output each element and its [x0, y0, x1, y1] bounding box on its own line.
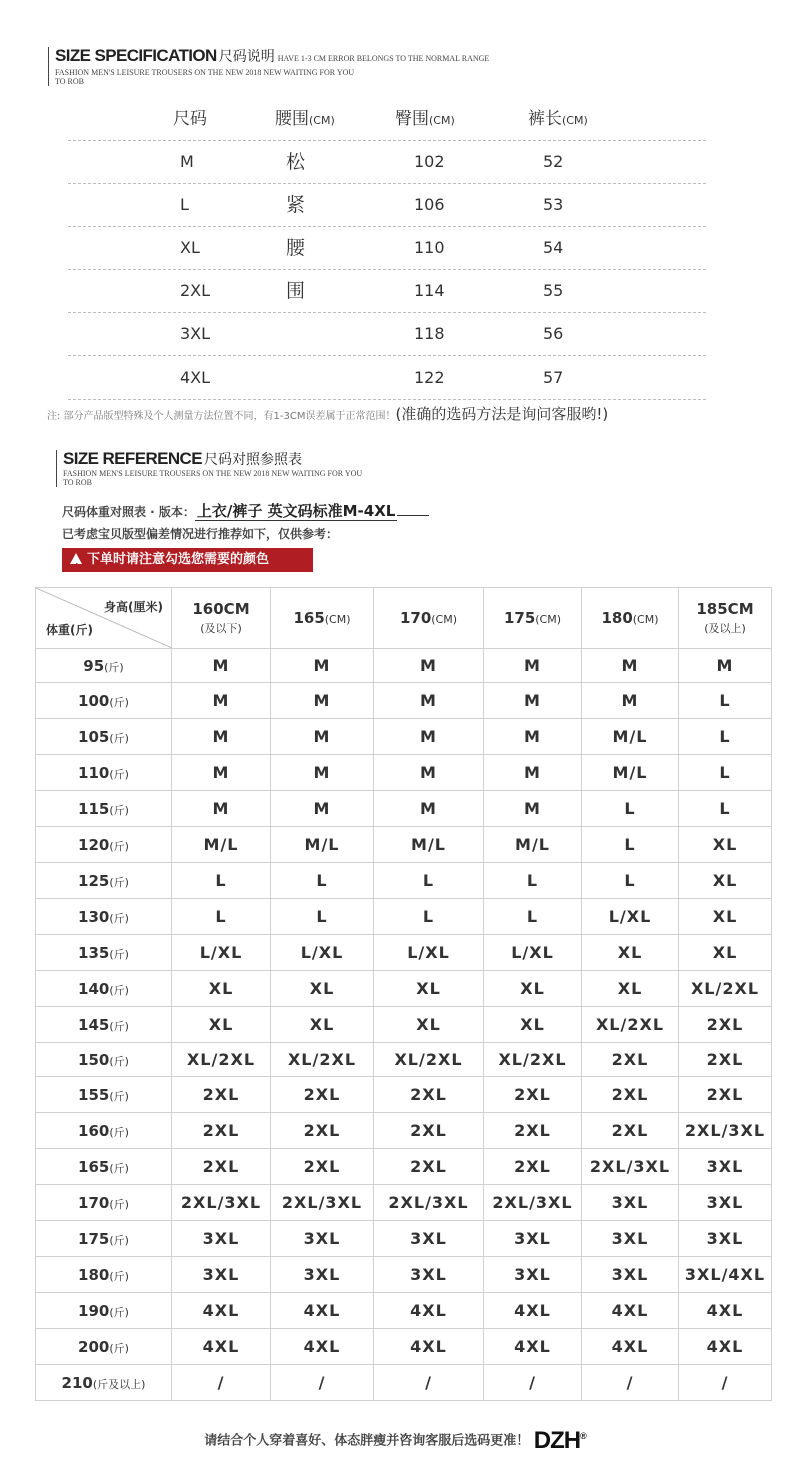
spec-row [68, 357, 706, 400]
size-cell: XL [271, 971, 374, 1007]
size-cell: 2XL [484, 1077, 582, 1113]
size-cell: M [374, 683, 484, 719]
weight-unit: (斤) [104, 660, 124, 674]
spec-cell: XL [180, 238, 200, 257]
size-row [36, 1149, 772, 1185]
spec-header-label: 尺码 [173, 109, 207, 129]
size-cell: 4XL [374, 1293, 484, 1329]
size-cell: L [679, 719, 772, 755]
weight-value: 120 [78, 835, 110, 854]
spec-cell: 55 [543, 281, 564, 300]
height-unit: (CM) [431, 613, 458, 626]
size-row [36, 791, 772, 827]
size-cell: M [374, 719, 484, 755]
ref-section-header [56, 450, 363, 487]
size-cell: 3XL [374, 1221, 484, 1257]
size-cell: XL [374, 971, 484, 1007]
size-cell: XL [484, 971, 582, 1007]
size-cell: M [374, 791, 484, 827]
spec-cell: 52 [543, 152, 564, 171]
weight-row-header [36, 683, 172, 719]
size-cell: M/L [172, 827, 271, 863]
size-row [36, 1293, 772, 1329]
size-cell: / [679, 1365, 772, 1401]
size-cell: M [679, 649, 772, 683]
size-cell: 4XL [484, 1293, 582, 1329]
size-cell: L/XL [172, 935, 271, 971]
size-row [36, 755, 772, 791]
weight-unit: (斤及以上) [92, 1377, 146, 1391]
spec-note [47, 403, 608, 424]
size-cell: M [484, 755, 582, 791]
weight-row-header [36, 1185, 172, 1221]
size-cell: 2XL [271, 1077, 374, 1113]
weight-value: 190 [78, 1301, 110, 1320]
size-cell: L [582, 827, 679, 863]
spec-cell: 56 [543, 324, 564, 343]
weight-unit: (斤) [109, 839, 129, 853]
size-cell: L [374, 899, 484, 935]
weight-value: 95 [83, 656, 105, 675]
size-cell: M [484, 719, 582, 755]
size-row [36, 1257, 772, 1293]
size-cell: XL [679, 899, 772, 935]
size-cell: L [271, 899, 374, 935]
size-cell: XL/2XL [679, 971, 772, 1007]
size-cell: XL [679, 863, 772, 899]
spec-header-label: 腰围 [275, 109, 309, 129]
weight-row-header [36, 719, 172, 755]
spec-cell: 松 [286, 151, 306, 173]
size-row [36, 935, 772, 971]
size-row [36, 1113, 772, 1149]
weight-value: 130 [78, 907, 110, 926]
spec-cell: 围 [286, 280, 306, 302]
weight-unit: (斤) [109, 875, 129, 889]
spec-header-label: 臀围 [395, 109, 429, 129]
spec-cell: 57 [543, 368, 564, 387]
size-row [36, 899, 772, 935]
size-cell: M/L [582, 755, 679, 791]
size-cell: 3XL [582, 1221, 679, 1257]
size-cell: L [271, 863, 374, 899]
spec-cell: 110 [414, 238, 445, 257]
size-cell: M [374, 755, 484, 791]
size-cell: 2XL [172, 1077, 271, 1113]
size-cell: M/L [374, 827, 484, 863]
spec-cell: 118 [414, 324, 445, 343]
weight-unit: (斤) [109, 1089, 129, 1103]
height-column-header [679, 588, 772, 649]
size-cell: M [582, 683, 679, 719]
spec-cell: 4XL [180, 368, 211, 387]
size-cell: 2XL [679, 1043, 772, 1077]
spec-row [68, 227, 706, 270]
spec-header-row [68, 98, 706, 141]
size-cell: 2XL [484, 1113, 582, 1149]
size-cell: 4XL [271, 1293, 374, 1329]
size-row [36, 1329, 772, 1365]
size-cell: 4XL [679, 1293, 772, 1329]
height-unit: (CM) [324, 613, 351, 626]
size-cell: 3XL [484, 1221, 582, 1257]
size-cell: M/L [271, 827, 374, 863]
size-cell: M [172, 649, 271, 683]
spec-cell: 102 [414, 152, 445, 171]
height-unit: (CM) [632, 613, 659, 626]
size-cell: XL [679, 827, 772, 863]
registered-mark: ® [580, 1431, 586, 1441]
weight-value: 115 [78, 799, 110, 818]
size-row [36, 1007, 772, 1043]
height-column-header [172, 588, 271, 649]
size-row [36, 1077, 772, 1113]
weight-unit: (斤) [109, 695, 129, 709]
height-column-header [582, 588, 679, 649]
weight-row-header [36, 1113, 172, 1149]
height-qualifier: (及以上) [704, 622, 746, 635]
weight-row-header [36, 1365, 172, 1401]
size-cell: L/XL [582, 899, 679, 935]
spec-note-big: (准确的选码方法是询问客服哟!) [395, 405, 609, 423]
spec-cell: 2XL [180, 281, 211, 300]
size-cell: 3XL [679, 1149, 772, 1185]
height-column-header [484, 588, 582, 649]
size-cell: 2XL/3XL [484, 1185, 582, 1221]
spec-cell: 腰 [286, 237, 306, 259]
size-cell: L/XL [484, 935, 582, 971]
size-cell: L [172, 899, 271, 935]
height-value: 180 [601, 609, 633, 627]
weight-row-header [36, 971, 172, 1007]
size-cell: 2XL [374, 1149, 484, 1185]
weight-row-header [36, 863, 172, 899]
spec-cell: M [180, 152, 194, 171]
weight-value: 135 [78, 943, 110, 962]
size-cell: 2XL [271, 1149, 374, 1185]
size-cell: XL/2XL [582, 1007, 679, 1043]
spec-cell: 54 [543, 238, 564, 257]
size-cell: 2XL [679, 1007, 772, 1043]
warning-triangle-icon: ! [70, 553, 82, 564]
spec-header-cell [395, 98, 455, 142]
size-cell: 3XL [582, 1257, 679, 1293]
weight-row-header [36, 1293, 172, 1329]
size-cell: L [374, 863, 484, 899]
size-cell: / [484, 1365, 582, 1401]
spec-row [68, 270, 706, 313]
ref-title-en: SIZE REFERENCE [63, 449, 202, 468]
weight-row-header [36, 791, 172, 827]
size-row [36, 971, 772, 1007]
size-row [36, 649, 772, 683]
weight-unit: (斤) [109, 1125, 129, 1139]
size-cell: 3XL [172, 1221, 271, 1257]
spec-header-label: 裤长 [528, 109, 562, 129]
spec-title-cn: 尺码说明 [218, 49, 275, 65]
size-cell: M/L [582, 719, 679, 755]
weight-value: 145 [78, 1015, 110, 1034]
weight-row-header [36, 1077, 172, 1113]
weight-row-header [36, 1221, 172, 1257]
weight-unit: (斤) [109, 1233, 129, 1247]
weight-value: 100 [78, 691, 110, 710]
size-cell: 2XL/3XL [374, 1185, 484, 1221]
size-cell: 3XL [374, 1257, 484, 1293]
height-value: 160CM [192, 600, 250, 618]
brand-logo [534, 1427, 586, 1454]
size-cell: 4XL [582, 1293, 679, 1329]
footer-text: 请结合个人穿着喜好、体态胖瘦并咨询客服后选码更准！ [204, 1433, 530, 1449]
size-cell: XL/2XL [172, 1043, 271, 1077]
size-cell: L [582, 863, 679, 899]
size-cell: 2XL [374, 1113, 484, 1149]
weight-unit: (斤) [109, 767, 129, 781]
weight-unit: (斤) [109, 1341, 129, 1355]
weight-value: 210 [61, 1373, 93, 1392]
spec-section-header [48, 47, 489, 86]
size-cell: / [271, 1365, 374, 1401]
spec-header-cell [173, 98, 207, 142]
weight-unit: (斤) [109, 1019, 129, 1033]
size-cell: 4XL [172, 1329, 271, 1365]
weight-value: 180 [78, 1265, 110, 1284]
ref-title-cn: 尺码对照参照表 [203, 452, 302, 468]
ref-version-value: 上衣/裤子 英文码标准M-4XL [196, 502, 396, 520]
weight-row-header [36, 1149, 172, 1185]
size-cell: L/XL [271, 935, 374, 971]
table-corner-cell [36, 588, 172, 649]
height-value: 175 [503, 609, 536, 627]
weight-unit: (斤) [109, 1054, 129, 1068]
size-cell: XL/2XL [374, 1043, 484, 1077]
weight-value: 200 [78, 1337, 110, 1356]
size-cell: XL [582, 935, 679, 971]
size-cell: 2XL [679, 1077, 772, 1113]
size-cell: 4XL [484, 1329, 582, 1365]
spec-row [68, 141, 706, 184]
weight-row-header [36, 1257, 172, 1293]
size-cell: 4XL [582, 1329, 679, 1365]
spec-row [68, 184, 706, 227]
size-cell: L [679, 755, 772, 791]
size-cell: M [484, 649, 582, 683]
spec-row [68, 313, 706, 356]
size-cell: M [484, 683, 582, 719]
size-cell: 3XL/4XL [679, 1257, 772, 1293]
size-cell: 4XL [172, 1293, 271, 1329]
weight-value: 165 [78, 1157, 110, 1176]
weight-unit: (斤) [109, 983, 129, 997]
weight-value: 160 [78, 1121, 110, 1140]
size-cell: XL/2XL [271, 1043, 374, 1077]
size-cell: / [172, 1365, 271, 1401]
size-cell: M/L [484, 827, 582, 863]
size-cell: 2XL [374, 1077, 484, 1113]
size-cell: M [271, 649, 374, 683]
weight-unit: (斤) [109, 911, 129, 925]
height-value: 185CM [696, 600, 754, 618]
weight-unit: (斤) [109, 1197, 129, 1211]
size-cell: 3XL [582, 1185, 679, 1221]
spec-header-unit: (CM) [562, 114, 588, 127]
height-qualifier: (及以下) [200, 622, 242, 635]
size-cell: L/XL [374, 935, 484, 971]
weight-unit: (斤) [109, 947, 129, 961]
spec-note-small: 注: 部分产品版型特殊及个人测量方法位置不同，有1-3CM误差属于正常范围！ [47, 411, 396, 422]
weight-row-header [36, 827, 172, 863]
size-row [36, 683, 772, 719]
size-cell: M [271, 683, 374, 719]
size-cell: XL [172, 971, 271, 1007]
weight-unit: (斤) [109, 1305, 129, 1319]
spec-cell: 紧 [286, 194, 306, 216]
weight-row-header [36, 1007, 172, 1043]
size-cell: 2XL [271, 1113, 374, 1149]
spec-cell: 106 [414, 195, 445, 214]
spec-error-note: HAVE 1-3 CM ERROR BELONGS TO THE NORMAL RANGE [277, 54, 490, 63]
size-row [36, 1043, 772, 1077]
size-reference-table [35, 587, 772, 1401]
size-row [36, 1221, 772, 1257]
size-row [36, 1185, 772, 1221]
size-cell: M [172, 791, 271, 827]
size-cell: M [271, 755, 374, 791]
corner-height-label: 身高(厘米) [104, 600, 163, 614]
size-cell: 3XL [679, 1185, 772, 1221]
weight-value: 125 [78, 871, 110, 890]
spec-cell: 114 [414, 281, 445, 300]
size-cell: 3XL [271, 1221, 374, 1257]
size-cell: M [172, 683, 271, 719]
spec-cell: 122 [414, 368, 445, 387]
size-cell: L [679, 683, 772, 719]
height-column-header [374, 588, 484, 649]
weight-row-header [36, 1329, 172, 1365]
color-warning-banner [62, 548, 313, 572]
weight-row-header [36, 899, 172, 935]
ref-version-label: 尺码体重对照表 · 版本： [62, 505, 195, 519]
height-value: 170 [399, 609, 432, 627]
weight-unit: (斤) [109, 803, 129, 817]
corner-weight-label: 体重(斤) [46, 623, 93, 637]
size-cell: L [484, 899, 582, 935]
spec-cell: L [180, 195, 189, 214]
size-cell: L [484, 863, 582, 899]
ref-subtitle: FASHION MEN'S LEISURE TROUSERS ON THE NEW 2018 NEW WAITING FOR YOU TO ROB [63, 469, 363, 487]
size-cell: 2XL/3XL [679, 1113, 772, 1149]
size-cell: 3XL [679, 1221, 772, 1257]
spec-title-en: SIZE SPECIFICATION [55, 46, 217, 65]
size-cell: 4XL [679, 1329, 772, 1365]
weight-value: 150 [78, 1050, 110, 1069]
weight-value: 105 [78, 727, 110, 746]
size-cell: 2XL [582, 1043, 679, 1077]
weight-unit: (斤) [109, 731, 129, 745]
size-row [36, 827, 772, 863]
size-row [36, 863, 772, 899]
weight-value: 155 [78, 1085, 110, 1104]
size-cell: / [374, 1365, 484, 1401]
size-cell: 3XL [484, 1257, 582, 1293]
spec-cell: 3XL [180, 324, 211, 343]
size-cell: XL [582, 971, 679, 1007]
spec-cell: 53 [543, 195, 564, 214]
size-cell: 4XL [271, 1329, 374, 1365]
size-cell: M [172, 719, 271, 755]
size-cell: 2XL [484, 1149, 582, 1185]
size-cell: M [172, 755, 271, 791]
weight-row-header [36, 1043, 172, 1077]
size-cell: M [582, 649, 679, 683]
size-cell: 3XL [172, 1257, 271, 1293]
brand-logo-text: DZH [533, 1427, 581, 1454]
size-cell: XL [172, 1007, 271, 1043]
size-cell: L [679, 791, 772, 827]
size-cell: 2XL/3XL [172, 1185, 271, 1221]
height-column-header [271, 588, 374, 649]
size-cell: 2XL/3XL [582, 1149, 679, 1185]
size-row [36, 719, 772, 755]
ref-version-line [62, 500, 429, 521]
size-cell: 2XL [582, 1077, 679, 1113]
size-row [36, 1365, 772, 1401]
weight-value: 110 [78, 763, 110, 782]
weight-unit: (斤) [109, 1161, 129, 1175]
size-cell: XL [271, 1007, 374, 1043]
size-cell: XL [679, 935, 772, 971]
spec-subtitle: FASHION MEN'S LEISURE TROUSERS ON THE NEW 2018 NEW WAITING FOR YOU TO ROB [55, 68, 355, 86]
size-cell: XL [484, 1007, 582, 1043]
footer [0, 1427, 790, 1455]
size-cell: 4XL [374, 1329, 484, 1365]
size-cell: XL [374, 1007, 484, 1043]
size-cell: L [582, 791, 679, 827]
size-cell: M [484, 791, 582, 827]
size-cell: 2XL/3XL [271, 1185, 374, 1221]
corner-diagonal-line [36, 588, 172, 648]
size-cell: 2XL [172, 1113, 271, 1149]
size-cell: 2XL [172, 1149, 271, 1185]
weight-row-header [36, 649, 172, 683]
height-unit: (CM) [535, 613, 562, 626]
spec-header-cell [275, 98, 335, 142]
weight-unit: (斤) [109, 1269, 129, 1283]
spec-header-unit: (CM) [309, 114, 335, 127]
weight-value: 170 [78, 1193, 110, 1212]
size-cell: 2XL [582, 1113, 679, 1149]
size-cell: L [172, 863, 271, 899]
warning-text: 下单时请注意勾选您需要的颜色 [87, 552, 270, 567]
height-value: 165 [293, 609, 325, 627]
ref-recommend-line: 已考虑宝贝版型偏差情况进行推荐如下，仅供参考： [62, 527, 339, 541]
weight-value: 140 [78, 979, 110, 998]
size-cell: M [271, 719, 374, 755]
spec-header-cell [528, 98, 588, 142]
weight-row-header [36, 935, 172, 971]
size-cell: 3XL [271, 1257, 374, 1293]
size-cell: / [582, 1365, 679, 1401]
size-cell: M [271, 791, 374, 827]
size-cell: M [374, 649, 484, 683]
size-cell: XL/2XL [484, 1043, 582, 1077]
spec-header-unit: (CM) [429, 114, 455, 127]
weight-value: 175 [78, 1229, 110, 1248]
weight-row-header [36, 755, 172, 791]
